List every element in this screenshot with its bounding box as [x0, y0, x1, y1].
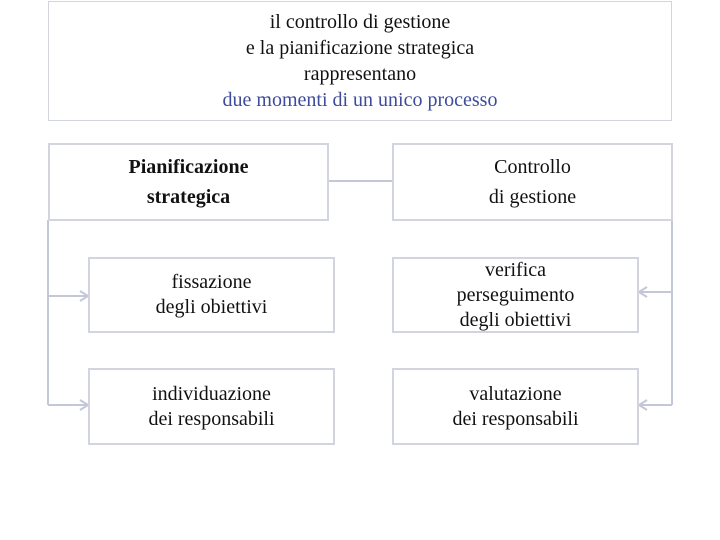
objectives-verification-line-1: verifica [484, 258, 547, 281]
header-line-2: e la pianificazione strategica [245, 37, 475, 59]
header-line-1: il controllo di gestione [269, 11, 451, 33]
objectives-verification-line-2: perseguimento [456, 283, 575, 306]
strategic-planning-title-2: strategica [146, 186, 231, 208]
header-line-4: due momenti di un unico processo [222, 89, 498, 111]
objectives-verification-line-3: degli obiettivi [459, 308, 572, 331]
responsibles-evaluation-line-2: dei responsabili [452, 407, 579, 430]
management-control-title-1: Controllo [494, 156, 571, 178]
objectives-verification-box [392, 257, 639, 333]
strategic-planning-title-1: Pianificazione [128, 156, 249, 178]
management-control-title-2: di gestione [488, 186, 577, 208]
header-box [48, 1, 672, 121]
objectives-setting-box [88, 257, 335, 333]
responsibles-evaluation-line-1: valutazione [469, 382, 562, 405]
responsibles-identification-line-2: dei responsabili [148, 407, 275, 430]
responsibles-evaluation-box [392, 368, 639, 445]
objectives-setting-line-2: degli obiettivi [155, 296, 268, 318]
management-control-box [392, 143, 673, 221]
responsibles-identification-line-1: individuazione [152, 382, 271, 405]
objectives-setting-line-1: fissazione [171, 271, 252, 293]
header-line-3: rappresentano [303, 63, 417, 85]
strategic-planning-box [48, 143, 329, 221]
responsibles-identification-box [88, 368, 335, 445]
